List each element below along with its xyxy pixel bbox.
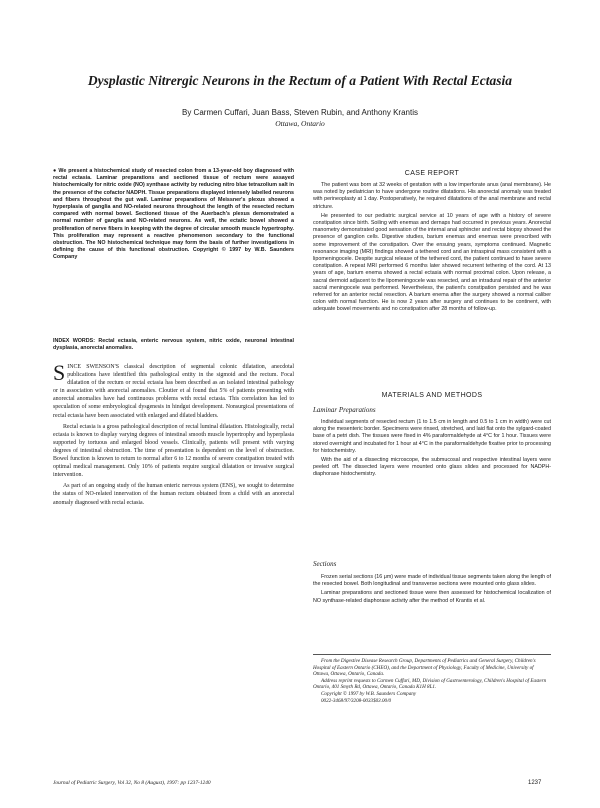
- sections-paragraph-1: Frozen serial sections (16 μm) were made of individual tissue segments taken along the length of the resected bowel. Both longitudinal and transverse sections were mounted onto glass slides.: [313, 574, 551, 588]
- case-report-paragraph-1: The patient was born at 32 weeks of gestation with a low imperforate anus (anal membrane). He was noted by pediatrician to have undergone routine dilatations. His anorectal anomaly was treated with perineoplasty at 1 day. Postoperatively, he required dilatations of the anal membrane and rectal stricture.: [313, 182, 551, 210]
- methods-paragraph-1: Individual segments of resected rectum (1 to 1.5 cm in length and 0.5 to 1 cm in width) were cut along the mesenteric border. Specimens were rinsed, stretched, and laid flat onto the sylgard-coated base of a petri dish. The tissues were fixed in 4% paraformaldehyde at 4°C for 1 hour. Tissues were stored overnight and incubated for 1 hour at 4°C in the paraformaldehyde fixative prior to processing for histochemistry.: [313, 419, 551, 454]
- footnote-copyright: Copyright © 1997 by W.B. Saunders Company: [321, 690, 417, 697]
- abstract: ● We present a histochemical study of resected colon from a 13-year-old boy diagnosed with rectal ectasia. Laminar preparations and sectioned tissue of rectum were assayed histochemically for nitric oxide (NO) synthase activity by reducing nitro blue tetrazolium salt in the presence of the cofactor NADPH. Tissue preparations displayed intensely labelled neurons and fibers throughout the gut wall. Laminar preparations of Meissner's plexus showed a hyperplasia of ganglia and NO-related neurons throughout the length of the resected rectum compared with normal bowel. Sectioned tissue of the Auerbach's plexus demonstrated a normal number of ganglia and NO-related neurons. As well, the ectatic bowel showed a proliferation of nerve fibers in keeping with the degree of circular smooth muscle hypertrophy. This proliferation may represent a reactive phenomenon secondary to the functional obstruction. The NO histochemical technique may form the basis of further investigations in defining the cause of this functional obstruction. Copyright © 1997 by W.B. Saunders Company: [53, 168, 294, 261]
- case-report-paragraph-2: He presented to our pediatric surgical service at 10 years of age with a history of severe constipation since birth. Soiling with enemas and dernaps had occurred in previous years. Anorectal manometry demonstrated good sensation of the internal anal sphincter and rectal biopsy showed the presence of ganglion cells. Digestive studies, barium enemas and enemas were prescribed with some improvement of the constipation. Over the ensuing years, symptoms continued. Magnetic resonance imaging (MRI) findings showed a tethered cord and an intraspinal mass consistent with a lipomeningocele. Despite surgical release of the tethered cord, the patient continued to have severe constipation. A repeat MRI performed 6 months later showed recurrent tethering of the cord. At 13 years of age, barium enema showed a rectal ectasia with normal proximal colon. Upon release, a sacral dermoid adjacent to the lipomeningocele was resected, and an intradural repair of the anterior sacral meningocele was performed. Nevertheless, the patient's constipation persisted and he was referred for an anterior rectal resection. A barium enema after the surgery showed a normal caliber colon with normal function. He is now 2 years after surgery and continues to be continent, with adequate bowel movements and no constipation after 28 months of follow-up.: [313, 212, 551, 313]
- intro-paragraph-1: SINCE SWENSON'S classical description of segmental colonic dilatation, anecdotal publications have identified this pathological entity in the sigmoid and the rectum. Focal dilatation of the rectum or rectal ectasia has been described as an isolated intestinal pathology or in association with anorectal anomalies. Cloutier et al found that 5% of patients presenting with anorectal anomalies have had continuous problems with rectal ectasia. This correlation has led to speculation of some embryological dysgenesis in hindgut development. Nonsurgical presentations of rectal ectasia have been associated with enlarged and dilated bladders.: [53, 360, 294, 419]
- intro-paragraph-2: Rectal ectasia is a gross pathological description of rectal luminal dilatation. Histologically, rectal ectasia is known to display varying degrees of intestinal smooth muscle hypertrophy and hyperplasia supported by tortuous and enlarged blood vessels. Clinically, patients will present with varying degrees of intestinal obstruction. The time of presentation is dependent on the level of obstruction. Bowel function is known to return to normal after 6 to 12 months of severe constipation treated with optimal medical management. Only 10% of patients require surgical dilatation or invasive surgical intervention.: [53, 423, 294, 479]
- footnote-divider: [313, 654, 551, 655]
- intro-paragraph-3: As part of an ongoing study of the human enteric nervous system (ENS), we sought to determine the status of NO-related innervation of the human rectum obtained from a child with an anorectal anomaly diagnosed with rectal ectasia.: [53, 483, 294, 506]
- laminar-preparations-body: [313, 419, 551, 481]
- footnote-address: Address reprint requests to Carmen Cuffari, MD, Division of Gastroenterology, Children's Hospital of Eastern Ontario, 401 Smyth Rd, Ottawa, Ontario, Canada K1H 8L1.: [313, 677, 547, 691]
- article-title: Dysplastic Nitrergic Neurons in the Rectum of a Patient With Rectal Ectasia: [87, 73, 513, 88]
- methods-heading: MATERIALS AND METHODS: [381, 392, 483, 399]
- sections-paragraph-2: Laminar preparations and sectioned tissue were then assessed for histochemical localization of NO synthase-related diaphorase activity after the method of Krantis et al.: [313, 590, 551, 604]
- laminar-preparations-subheading: Laminar Preparations: [313, 406, 376, 414]
- sections-body: [313, 574, 551, 607]
- case-report-body: [313, 182, 551, 316]
- introduction: [53, 360, 294, 510]
- methods-paragraph-2: With the aid of a dissecting microscope, the submucosal and respective intestinal layers were peeled off. The dissected layers were mounted onto glass slides and processed for NADPH-diaphorase histochemistry.: [313, 457, 551, 478]
- case-report-heading: CASE REPORT: [404, 170, 460, 177]
- footnote-code: 0022-3468/97/3208-0033$03.00/0: [321, 697, 392, 704]
- affiliation-footnote: [313, 658, 551, 704]
- page-number: 1237: [528, 780, 542, 786]
- author-list: By Carmen Cuffari, Juan Bass, Steven Rubin, and Anthony Krantis: [182, 108, 418, 117]
- drop-cap: S: [53, 360, 66, 385]
- footnote-affiliation: From the Digestive Disease Research Group, Departments of Pediatrics and General Surgery, Children's Hospital of Eastern Ontario (CHEO), and the Department of Physiology, Faculty of Medicine, University of Ottawa, Ottawa, Ontario, Canada.: [313, 658, 536, 678]
- index-words: INDEX WORDS: Rectal ectasia, enteric nervous system, nitric oxide, neuronal intestinal dysplasia, anorectal anomalies.: [53, 338, 294, 352]
- author-location: Ottawa, Ontario: [275, 119, 325, 128]
- journal-citation: Journal of Pediatric Surgery, Vol 32, No 8 (August), 1997: pp 1237-1240: [53, 780, 211, 786]
- sections-subheading: Sections: [313, 560, 337, 568]
